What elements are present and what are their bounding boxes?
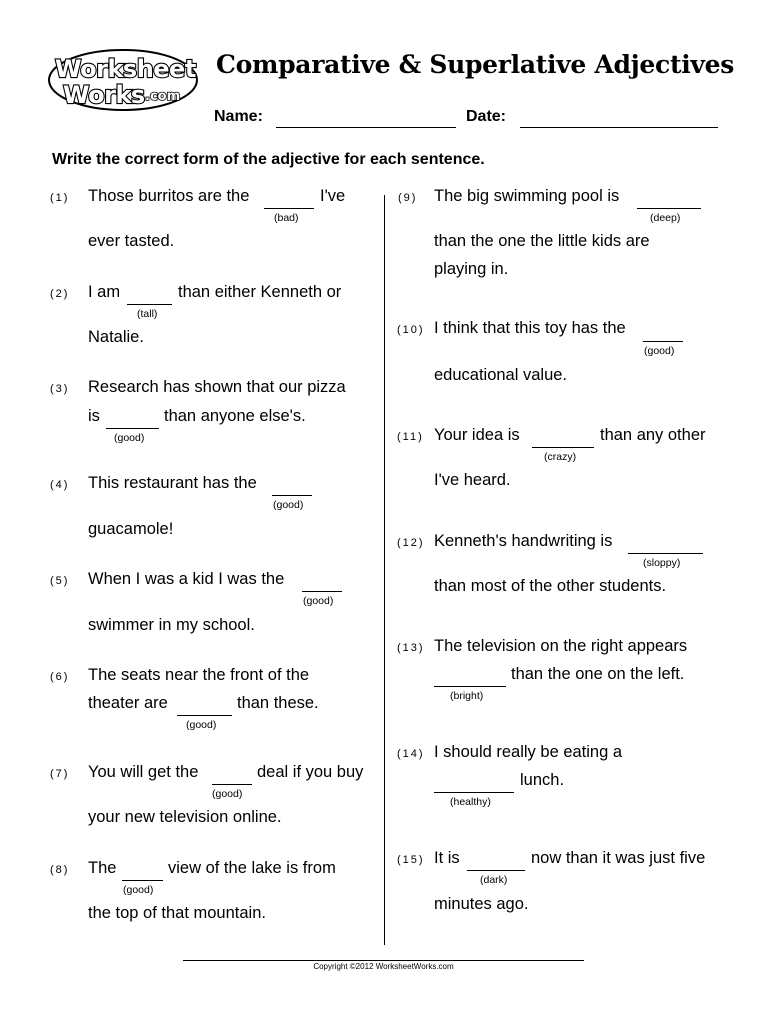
question-text: than most of the other students. [434,577,667,595]
answer-blank[interactable] [628,553,703,554]
adjective-hint: (good) [303,595,334,607]
answer-blank[interactable] [643,341,683,342]
question-text: is [88,407,100,425]
answer-blank[interactable] [434,792,514,793]
name-label: Name: [214,108,263,125]
question-text: than anyone else's. [164,407,306,425]
question-text: ever tasted. [88,232,175,250]
question-text: Kenneth's handwriting is [434,532,613,550]
answer-blank[interactable] [532,447,594,448]
question-text: I should really be eating a [434,743,623,761]
answer-blank[interactable] [122,880,163,881]
question-text: I've heard. [434,471,511,489]
question-number: (11) [397,431,424,443]
answer-blank[interactable] [434,686,506,687]
question-text: The seats near the front of the [88,666,310,684]
answer-blank[interactable] [272,495,312,496]
name-field[interactable] [276,127,456,128]
question-text: When I was a kid I was the [88,570,285,588]
adjective-hint: (tall) [137,308,158,320]
answer-blank[interactable] [302,591,342,592]
question-text: your new television online. [88,808,282,826]
question-text: Those burritos are the [88,187,250,205]
adjective-hint: (dark) [480,874,508,886]
question-text: The [88,859,117,877]
question-text: than the one on the left. [511,665,685,683]
question-text: The television on the right appears [434,637,688,655]
answer-blank[interactable] [637,208,701,209]
answer-blank[interactable] [212,784,252,785]
question-text: I think that this toy has the [434,319,626,337]
question-text: swimmer in my school. [88,616,255,634]
question-text: The big swimming pool is [434,187,620,205]
question-text: lunch. [520,771,565,789]
copyright-footer: Copyright ©2012 WorksheetWorks.com [313,962,454,971]
adjective-hint: (bright) [450,690,484,702]
question-number: (2) [50,288,70,300]
question-text: Natalie. [88,328,144,346]
adjective-hint: (healthy) [450,796,491,808]
question-text: You will get the [88,763,199,781]
question-number: (4) [50,479,70,491]
question-number: (14) [397,748,425,760]
svg-text:Works: Works [63,81,145,109]
question-text: than any other [600,426,706,444]
column-divider [384,195,385,945]
question-number: (6) [50,671,70,683]
question-text: theater are [88,694,168,712]
page-title: Comparative & Superlative Adjectives [216,50,734,79]
answer-blank[interactable] [177,715,232,716]
adjective-hint: (good) [212,788,243,800]
question-number: (10) [397,324,425,336]
adjective-hint: (deep) [650,212,681,224]
answer-blank[interactable] [106,428,159,429]
footer-rule [183,960,584,961]
question-number: (13) [397,642,425,654]
question-text: deal if you buy [257,763,364,781]
question-text: minutes ago. [434,895,529,913]
question-number: (9) [398,192,418,204]
adjective-hint: (sloppy) [643,557,681,569]
question-text: than these. [237,694,319,712]
question-text: This restaurant has the [88,474,257,492]
question-text: view of the lake is from [168,859,336,877]
question-number: (1) [50,192,70,204]
date-label: Date: [466,108,507,125]
adjective-hint: (good) [186,719,217,731]
adjective-hint: (crazy) [544,451,577,463]
question-number: (8) [50,864,70,876]
adjective-hint: (good) [114,432,145,444]
question-text: I am [88,283,121,301]
answer-blank[interactable] [264,208,314,209]
question-text: I've [320,187,346,205]
date-field[interactable] [520,127,718,128]
question-text: educational value. [434,366,568,384]
svg-text:Worksheet: Worksheet [55,55,196,83]
question-text: now than it was just five [531,849,706,867]
question-number: (12) [397,537,425,549]
question-number: (5) [50,575,70,587]
question-text: Research has shown that our pizza [88,378,346,396]
question-text: It is [434,849,460,867]
worksheetworks-logo [47,48,199,112]
adjective-hint: (good) [273,499,304,511]
question-number: (3) [50,383,70,395]
question-text: than either Kenneth or [178,283,342,301]
instructions: Write the correct form of the adjective for each sentence. [52,151,485,168]
question-text: Your idea is [434,426,520,444]
adjective-hint: (good) [644,345,675,357]
answer-blank[interactable] [467,870,525,871]
svg-text:.com: .com [145,89,181,104]
question-number: (15) [397,854,425,866]
question-number: (7) [50,768,70,780]
adjective-hint: (bad) [274,212,299,224]
question-text: than the one the little kids are [434,232,650,250]
answer-blank[interactable] [127,304,172,305]
question-text: playing in. [434,260,509,278]
question-text: guacamole! [88,520,174,538]
adjective-hint: (good) [123,884,154,896]
question-text: the top of that mountain. [88,904,266,922]
